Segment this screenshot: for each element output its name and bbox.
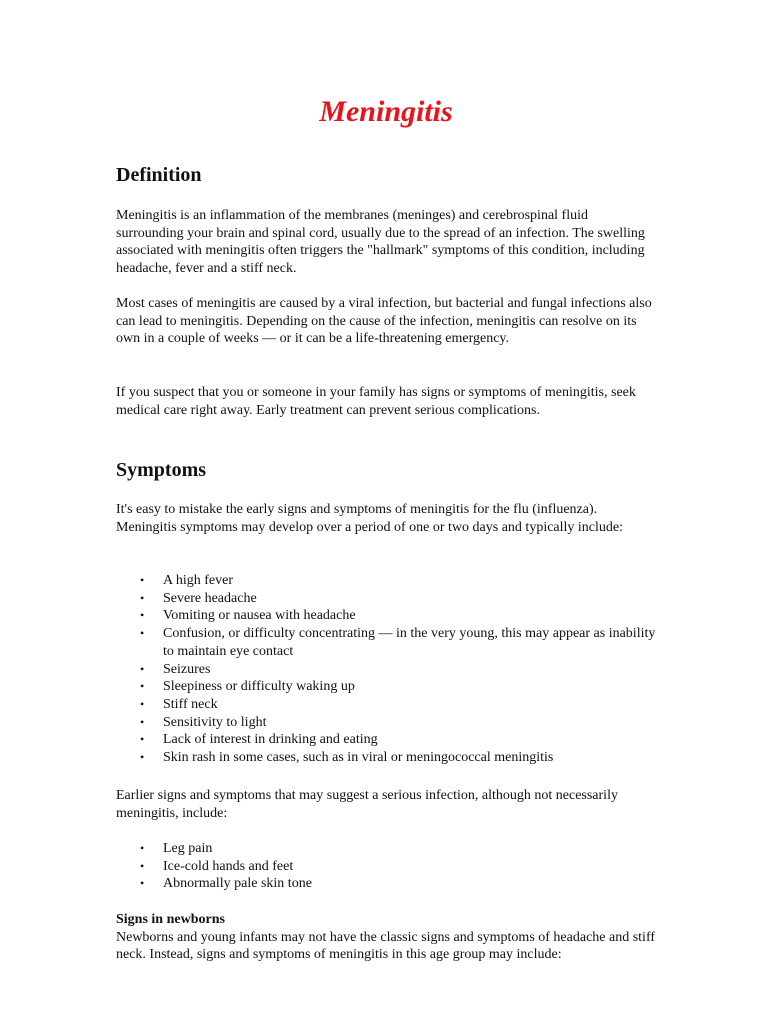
definition-section xyxy=(116,163,656,187)
list-item: • Skin rash in some cases, such as in viral or meningococcal meningitis xyxy=(116,749,656,767)
list-item: • Severe headache xyxy=(116,590,656,608)
list-item: • Confusion, or difficulty concentrating — in the very young, this may appear as inability to maintain eye contact xyxy=(116,625,656,660)
list-item: • A high fever xyxy=(116,572,656,590)
list-item: • Vomiting or nausea with headache xyxy=(116,607,656,625)
list-item: • Abnormally pale skin tone xyxy=(116,875,656,893)
list-item: • Sleepiness or difficulty waking up xyxy=(116,678,656,696)
list-item: • Seizures xyxy=(116,661,656,679)
list-item: • Leg pain xyxy=(116,840,656,858)
definition-paragraph-2: Most cases of meningitis are caused by a viral infection, but bacterial and fungal infections also can lead to meningitis. Depending on the cause of the infection, meningitis can resolve on its own in a couple of weeks — or it can be a life-threatening emergency. xyxy=(116,296,652,347)
definition-paragraph-1: Meningitis is an inflammation of the membranes (meninges) and cerebrospinal fluid surrounding your brain and spinal cord, usually due to the spread of an infection. The swelling associated with meningitis often triggers the "hallmark" symptoms of this condition, including headache, fever and a stiff neck. xyxy=(116,208,645,276)
list-item: • Sensitivity to light xyxy=(116,714,656,732)
earlier-signs-intro: Earlier signs and symptoms that may suggest a serious infection, although not necessarily meningitis, include: xyxy=(116,788,618,821)
definition-paragraph-3: If you suspect that you or someone in your family has signs or symptoms of meningitis, seek medical care right away. Early treatment can prevent serious complications. xyxy=(116,385,636,418)
newborns-heading: Signs in newborns xyxy=(116,912,225,927)
symptoms-section xyxy=(116,458,656,482)
newborns-paragraph: Newborns and young infants may not have the classic signs and symptoms of headache and stiff neck. Instead, signs and symptoms of meningitis in this age group may include: xyxy=(116,929,656,963)
definition-heading: Definition xyxy=(116,164,202,186)
earlier-signs-list xyxy=(116,840,656,893)
symptoms-heading: Symptoms xyxy=(116,459,207,481)
list-item: • Lack of interest in drinking and eating xyxy=(116,731,656,749)
list-item: • Ice-cold hands and feet xyxy=(116,858,656,876)
symptoms-list xyxy=(116,572,656,767)
symptoms-intro: It's easy to mistake the early signs and symptoms of meningitis for the flu (influenza). Meningitis symptoms may develop over a period of one or two days and typically include: xyxy=(116,502,624,535)
list-item: • Stiff neck xyxy=(116,696,656,714)
page-title: Meningitis xyxy=(319,95,453,128)
